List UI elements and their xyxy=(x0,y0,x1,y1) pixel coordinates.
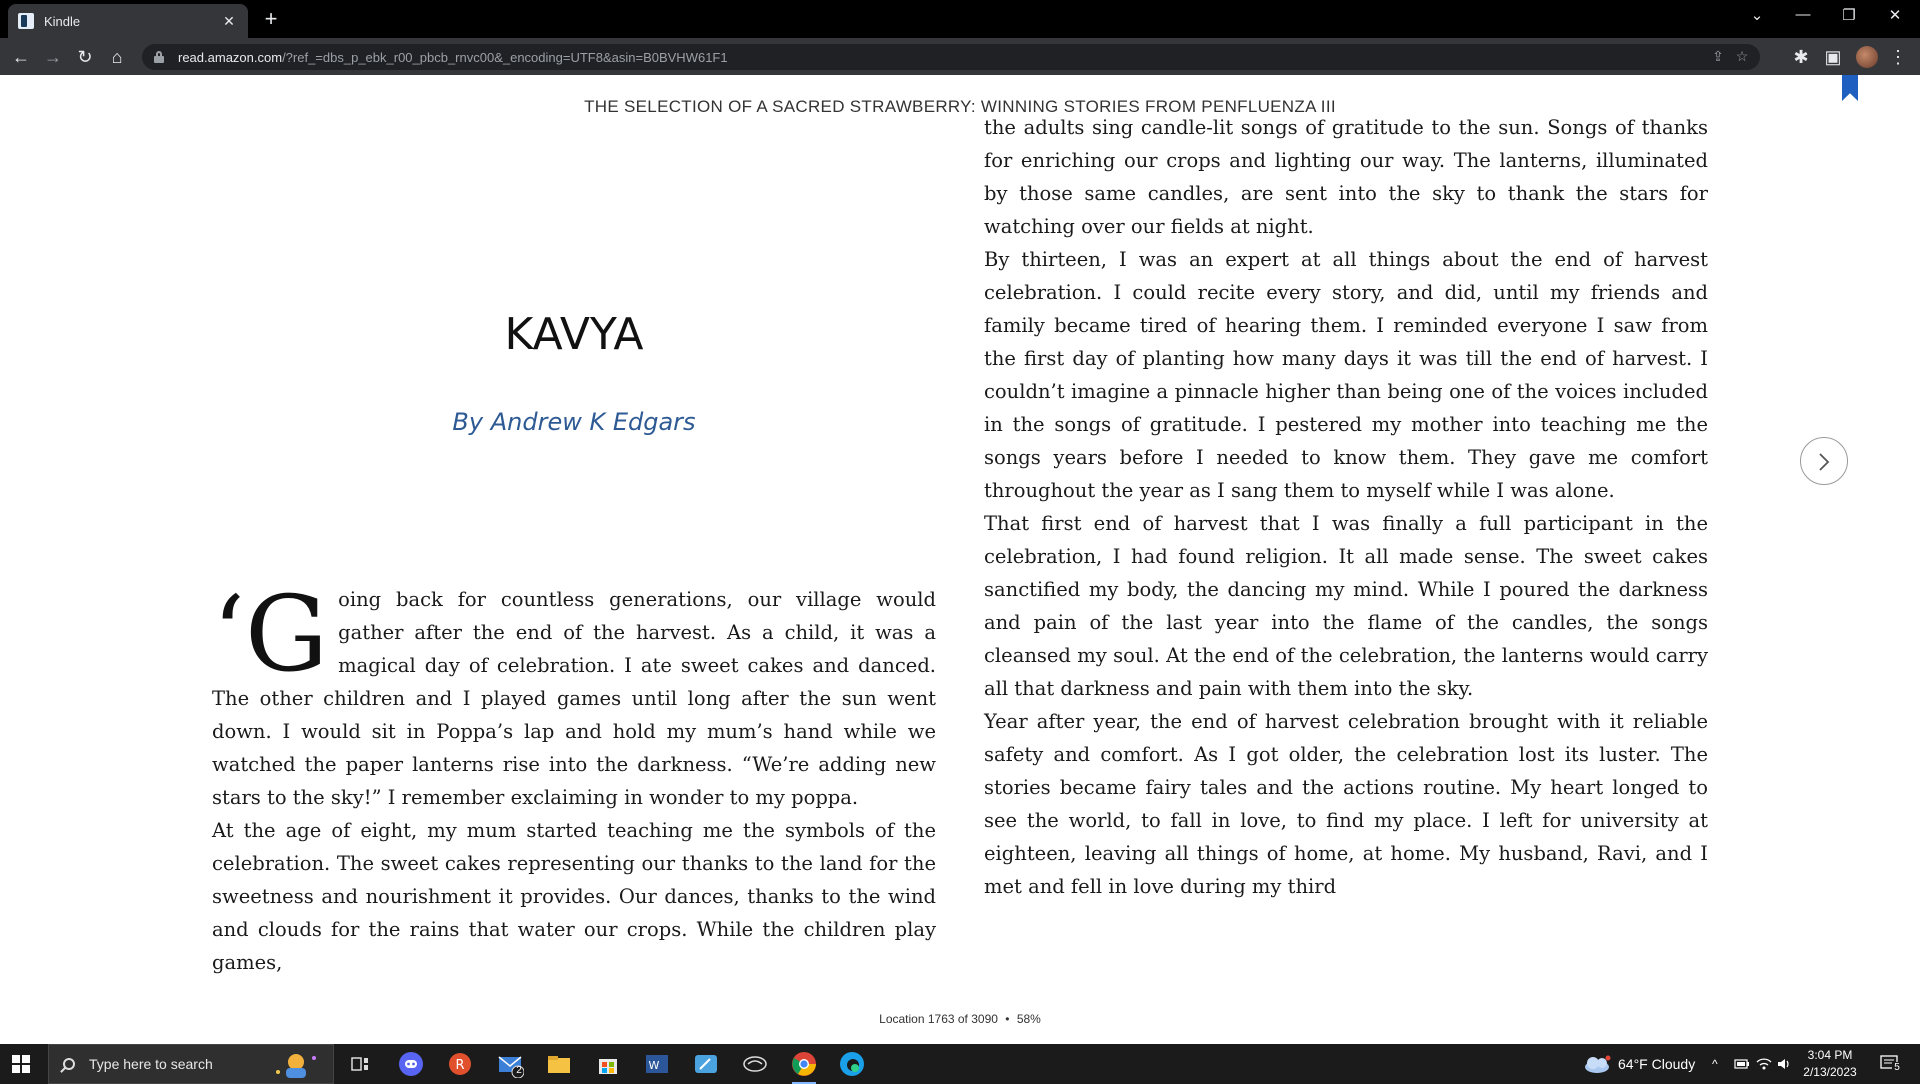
side-panel-icon[interactable]: ▣ xyxy=(1824,47,1842,67)
tab-title: Kindle xyxy=(44,13,81,29)
minimize-button[interactable]: — xyxy=(1795,6,1811,23)
page-right-column xyxy=(984,111,1708,903)
profile-avatar[interactable] xyxy=(1856,46,1878,68)
paragraph: Year after year, the end of harvest celebration brought with it reliable safety and comfort. As I got older, the celebration lost its luster. The stories became fairy tales and the actions routine. My heart longed to see the world, to fall in love, to find my place. I left for university at eighteen, leaving all things of home, at home. My husband, Ravi, and I met and fell in love during my third xyxy=(984,710,1708,898)
file-explorer-icon[interactable] xyxy=(545,1050,573,1078)
app-r-icon[interactable] xyxy=(446,1050,474,1078)
taskbar-clock[interactable] xyxy=(1790,1047,1870,1081)
search-highlight-icon[interactable] xyxy=(268,1050,324,1078)
book-title[interactable]: THE SELECTION OF A SACRED STRAWBERRY: WINNING STORIES FROM PENFLUENZA III xyxy=(584,97,1336,116)
discord-icon[interactable] xyxy=(397,1050,425,1078)
app-dark-icon[interactable] xyxy=(741,1050,769,1078)
search-icon xyxy=(63,1058,75,1070)
browser-tabbar xyxy=(0,0,1920,38)
paragraph: That first end of harvest that I was finally a full participant in the celebration, I had found religion. It all made sense. The sweet cakes sanctified my body, the dancing my mind. While I poured the darkness and pain of the last year into the flame of the candles, the songs cleansed my soul. At the end of the celebration, the lanterns would carry all that darkness and pain with them into the sky. xyxy=(984,512,1708,700)
cloudy-weather-icon[interactable] xyxy=(1582,1054,1612,1074)
tab-search-chevron-icon[interactable]: ⌄ xyxy=(1750,7,1764,24)
next-page-button[interactable] xyxy=(1800,437,1848,485)
story-author: By Andrew K Edgars xyxy=(452,408,696,436)
url-host: read.amazon.com xyxy=(178,49,283,65)
browser-toolbar xyxy=(0,38,1920,75)
location-text: Location 1763 of 3090 xyxy=(879,1012,998,1026)
tab-kindle[interactable] xyxy=(8,4,248,38)
paragraph: the adults sing candle-lit songs of gratitude to the sun. Songs of thanks for enriching our crops and lighting our way. The lanterns, illuminated by those same candles, are sent into the sky to thank the stars for watching over our fields at night. xyxy=(984,116,1708,238)
forward-button[interactable]: → xyxy=(44,47,62,67)
home-button[interactable]: ⌂ xyxy=(111,47,123,67)
tray-chevron-icon[interactable]: ^ xyxy=(1712,1057,1718,1071)
page-left-column xyxy=(212,573,936,979)
kindle-reader xyxy=(0,75,1920,1044)
microsoft-word-icon[interactable] xyxy=(643,1050,671,1078)
microsoft-store-icon[interactable] xyxy=(594,1050,622,1078)
notification-count: 5 xyxy=(1892,1062,1902,1074)
lock-icon[interactable] xyxy=(154,51,164,63)
edge-icon[interactable] xyxy=(838,1050,866,1078)
drop-cap: ‘G xyxy=(212,573,329,695)
back-button[interactable]: ← xyxy=(12,47,30,67)
share-icon[interactable]: ⇪ xyxy=(1712,48,1724,64)
progress-percent: 58% xyxy=(1016,1012,1041,1026)
windows-taskbar xyxy=(0,1044,1920,1084)
draw-app-icon[interactable] xyxy=(692,1050,720,1078)
mail-icon[interactable] xyxy=(496,1050,524,1078)
paragraph xyxy=(212,573,936,814)
clock-time: 3:04 PM xyxy=(1807,1048,1853,1062)
reload-button[interactable]: ↻ xyxy=(77,47,93,67)
svg-text:R: R xyxy=(455,1058,465,1073)
chevron-right-icon xyxy=(1817,452,1831,472)
tab-close-button[interactable]: ✕ xyxy=(223,12,235,29)
windows-start-icon[interactable] xyxy=(12,1055,30,1073)
restore-button[interactable]: ❐ xyxy=(1842,7,1856,24)
bookmark-star-icon[interactable]: ☆ xyxy=(1735,48,1749,64)
wifi-icon[interactable] xyxy=(1756,1056,1772,1072)
story-title: KAVYA xyxy=(504,309,644,360)
chrome-icon[interactable] xyxy=(790,1050,818,1078)
kindle-favicon-icon xyxy=(18,13,34,29)
paragraph: By thirteen, I was an expert at all things about the end of harvest celebration. I could recite every story, and did, until my friends and family became tired of hearing them. I reminded everyone I saw from the first day of planting how many days it was till the end of harvest. I couldn’t imagine a pinnacle higher than being one of the voices included in the songs of gratitude. I pestered my mother into teaching me the songs years before I needed to know them. They gave me comfort throughout the year as I sang them to myself while I was alone. xyxy=(984,248,1708,502)
address-bar[interactable] xyxy=(142,44,1760,70)
extensions-icon[interactable]: ✱ xyxy=(1793,47,1809,67)
notification-center-icon[interactable] xyxy=(1880,1054,1902,1074)
reading-location[interactable] xyxy=(0,1012,1920,1026)
browser-menu-icon[interactable]: ⋮ xyxy=(1889,47,1907,67)
mail-badge: 2 xyxy=(516,1065,522,1076)
url-path: /?ref_=dbs_p_ebk_r00_pbcb_rnvc00&_encoding=UTF8&asin=B0BVHW61F1 xyxy=(282,49,728,65)
search-placeholder: Type here to search xyxy=(89,1056,213,1072)
close-window-button[interactable]: ✕ xyxy=(1888,7,1902,24)
paragraph: At the age of eight, my mum started teaching me the symbols of the celebration. The sweet cakes representing our thanks to the land for the sweetness and nourishment it provides. Our dances, thanks to the wind and clouds for the rains that water our crops. While the children play games, xyxy=(212,819,936,974)
weather-text[interactable]: 64°F Cloudy xyxy=(1618,1056,1696,1072)
svg-text:W: W xyxy=(648,1059,660,1072)
clock-date: 2/13/2023 xyxy=(1803,1065,1857,1079)
task-view-icon[interactable] xyxy=(346,1050,374,1078)
location-separator: • xyxy=(1005,1012,1010,1026)
battery-icon[interactable] xyxy=(1734,1058,1750,1070)
new-tab-button[interactable]: + xyxy=(264,6,278,31)
paragraph-text: oing back for countless generations, our village would gather after the end of the harvest. As a child, it was a magical day of celebration. I ate sweet cakes and danced. The other children and I played games until long after the sun went down. I would sit in Poppa’s lap and hold my mum’s hand while we watched the paper lanterns rise into the darkness. “We’re adding new stars to the sky!” I remember exclaiming in wonder to my poppa. xyxy=(212,588,936,809)
